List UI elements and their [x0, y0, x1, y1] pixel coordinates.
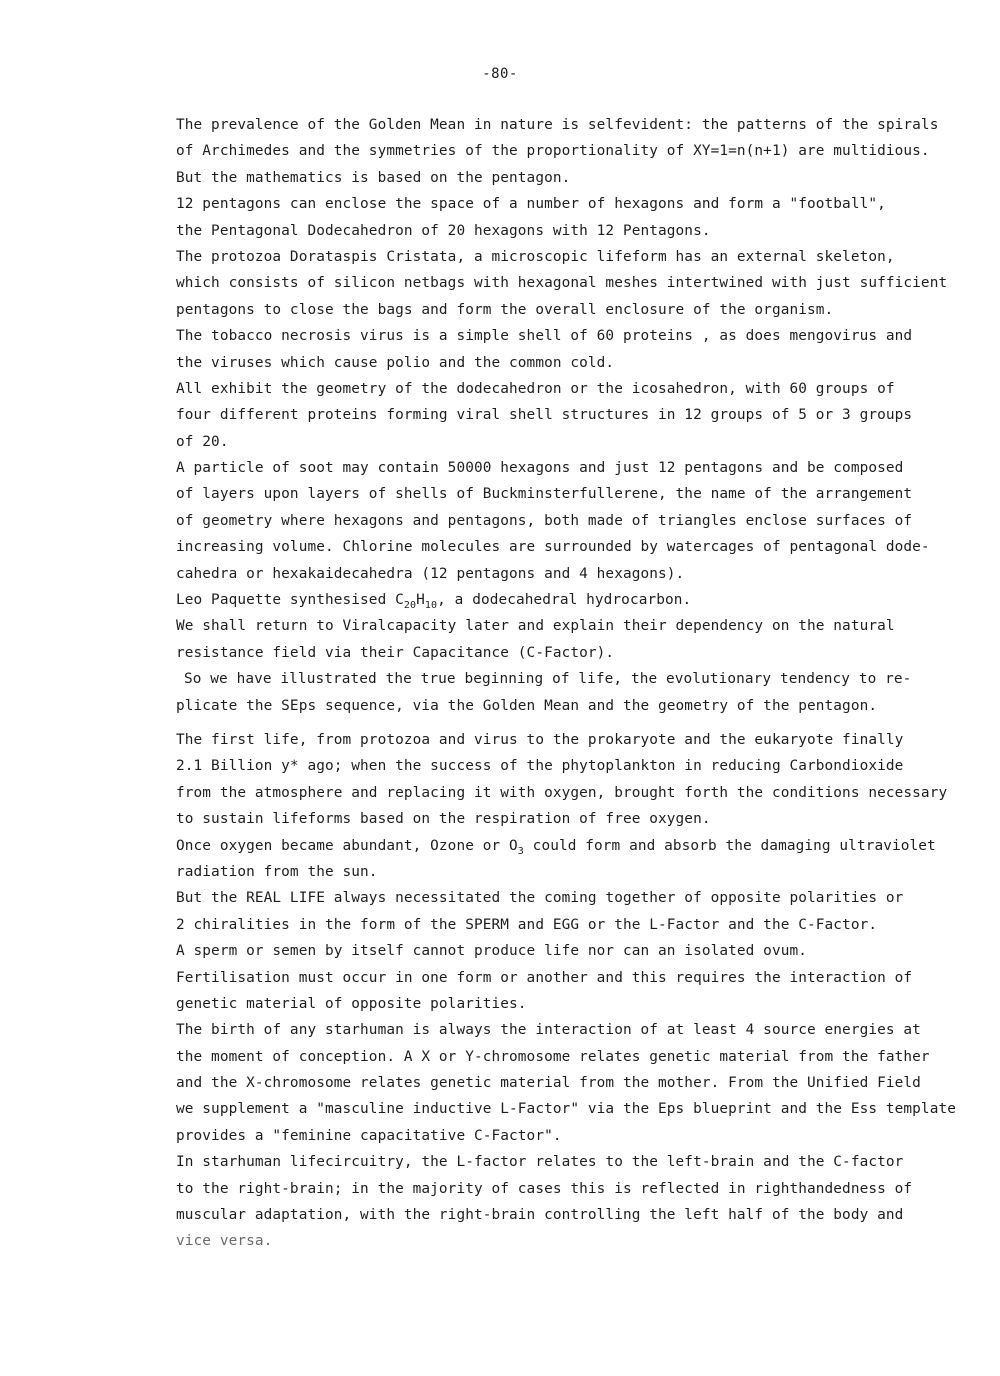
text-line: four different proteins forming viral shell structures in 12 groups of 5 or 3 groups [176, 407, 913, 424]
ozone-suffix: could form and absorb the damaging ultraviolet [523, 837, 936, 854]
text-line: The prevalence of the Golden Mean in nature is selfevident: the patterns of the spirals [176, 117, 939, 133]
text-line: from the atmosphere and replacing it with oxygen, brought forth the conditions necessary [176, 784, 948, 801]
text-line: So we have illustrated the true beginning of life, the evolutionary tendency to re- [184, 671, 912, 688]
formula-hydrogen: H [416, 592, 425, 609]
text-line: which consists of silicon netbags with hexagonal meshes intertwined with just sufficient [176, 275, 948, 292]
text-line: of Archimedes and the symmetries of the proportionality of XY=1=n(n+1) are multidious. [176, 143, 930, 160]
text-line: The birth of any starhuman is always the interaction of at least 4 source energies at [176, 1022, 921, 1039]
text-line: plicate the SEps sequence, via the Golden Mean and the geometry of the pentagon. [176, 697, 878, 714]
text-line: We shall return to Viralcapacity later and explain their dependency on the natural [176, 618, 895, 635]
text-line: the Pentagonal Dodecahedron of 20 hexagons with 12 Pentagons. [176, 222, 711, 239]
text-line: of 20. [176, 433, 229, 450]
text-line: of geometry where hexagons and pentagons, both made of triangles enclose surfaces of [176, 512, 913, 529]
formula-prefix: Leo Paquette synthesised C [176, 592, 404, 609]
text-line: A sperm or semen by itself cannot produce life nor can an isolated ovum. [176, 943, 807, 960]
text-line: pentagons to close the bags and form the overall enclosure of the organism. [176, 301, 834, 318]
text-line: the viruses which cause polio and the common cold. [176, 354, 615, 371]
text-line: radiation from the sun. [176, 863, 378, 880]
text-line: vice versa. [176, 1233, 273, 1250]
text-line: to sustain lifeforms based on the respiration of free oxygen. [176, 811, 711, 828]
text-line: Fertilisation must occur in one form or another and this requires the interaction of [176, 969, 913, 986]
paragraph-gap [176, 719, 976, 727]
text-line: In starhuman lifecircuitry, the L-factor relates to the left-brain and the C-factor [176, 1154, 904, 1171]
text-line: we supplement a "masculine inductive L-Factor" via the Eps blueprint and the Ess template [176, 1101, 956, 1118]
text-line: All exhibit the geometry of the dodecahedron or the icosahedron, with 60 groups of [176, 380, 895, 397]
text-line: the moment of conception. A X or Y-chromosome relates genetic material from the father [176, 1048, 930, 1065]
text-line: A particle of soot may contain 50000 hexagons and just 12 pentagons and be composed [176, 460, 904, 477]
text-line: 2 chiralities in the form of the SPERM and EGG or the L-Factor and the C-Factor. [176, 916, 878, 933]
body-text [176, 112, 976, 1255]
formula-line [176, 587, 976, 613]
text-line: 12 pentagons can enclose the space of a number of hexagons and form a "football", [176, 196, 886, 213]
text-line: and the X-chromosome relates genetic material from the mother. From the Unified Field [176, 1075, 921, 1092]
text-line: But the REAL LIFE always necessitated the coming together of opposite polarities or [176, 890, 904, 907]
text-line: resistance field via their Capacitance (C-Factor). [176, 644, 615, 661]
subscript-carbon: 20 [403, 600, 417, 612]
text-line: to the right-brain; in the majority of cases this is reflected in righthandedness of [176, 1180, 913, 1197]
ozone-line [176, 833, 976, 859]
text-line: 2.1 Billion y* ago; when the success of the phytoplankton in reducing Carbondioxide [176, 758, 904, 775]
text-line: of layers upon layers of shells of Buckminsterfullerene, the name of the arrangement [176, 486, 913, 503]
text-line: increasing volume. Chlorine molecules are surrounded by watercages of pentagonal dode- [176, 539, 930, 556]
text-line: genetic material of opposite polarities. [176, 995, 527, 1012]
text-line: cahedra or hexakaidecahedra (12 pentagons and 4 hexagons). [176, 565, 685, 582]
subscript-hydrogen: 10 [424, 600, 438, 612]
text-line: The first life, from protozoa and virus to the prokaryote and the eukaryote finally [176, 731, 904, 748]
subscript-ozone: 3 [517, 845, 524, 857]
page-number: -80- [482, 66, 518, 82]
formula-suffix: , a dodecahedral hydrocarbon. [437, 592, 692, 609]
text-line: But the mathematics is based on the pentagon. [176, 169, 571, 186]
text-line: The protozoa Dorataspis Cristata, a microscopic lifeform has an external skeleton, [176, 248, 895, 265]
text-line: The tobacco necrosis virus is a simple shell of 60 proteins , as does mengovirus and [176, 328, 913, 345]
text-line: muscular adaptation, with the right-brain controlling the left half of the body and [176, 1207, 904, 1224]
text-line: provides a "feminine capacitative C-Factor". [176, 1127, 562, 1144]
ozone-prefix: Once oxygen became abundant, Ozone or O [176, 837, 518, 854]
